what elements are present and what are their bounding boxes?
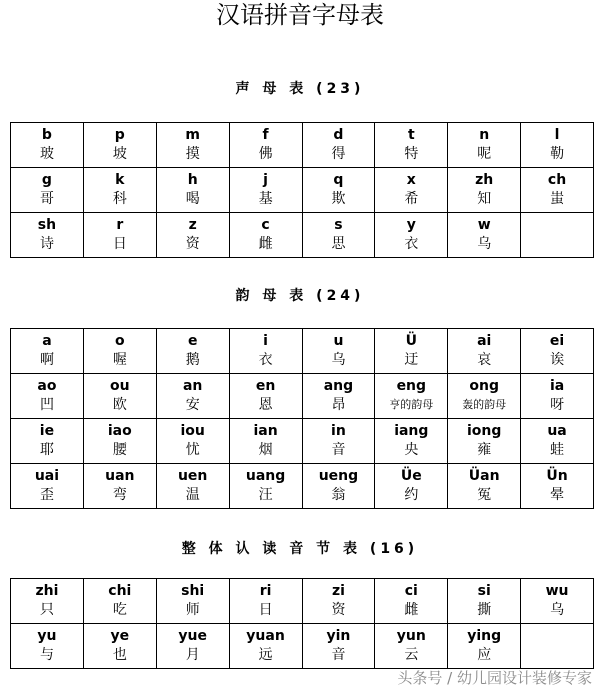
- pinyin-letter: an: [182, 378, 203, 394]
- pinyin-cell: [156, 329, 229, 374]
- pinyin-cell: [521, 624, 594, 669]
- table-row: [11, 624, 594, 669]
- example-character: 特: [404, 146, 419, 162]
- pinyin-letter: n: [479, 127, 490, 143]
- example-character: 汪: [258, 487, 273, 503]
- pinyin-letter: x: [406, 172, 416, 188]
- example-character: 喝: [185, 191, 200, 207]
- pinyin-cell: [83, 213, 156, 258]
- pinyin-letter: en: [255, 378, 276, 394]
- pinyin-letter: chi: [108, 583, 132, 599]
- pinyin-letter: e: [187, 333, 198, 349]
- example-character: 烟: [258, 442, 273, 458]
- pinyin-letter: d: [333, 127, 344, 143]
- example-character: 资: [331, 602, 346, 618]
- pinyin-cell: [229, 374, 302, 419]
- example-character: 也: [112, 647, 127, 663]
- example-character: 蛙: [550, 442, 565, 458]
- pinyin-cell: [448, 168, 521, 213]
- pinyin-letter: ri: [259, 583, 272, 599]
- example-character: 诗: [39, 236, 54, 252]
- example-character: 亨的韵母: [389, 398, 434, 411]
- pinyin-letter: yu: [37, 628, 57, 644]
- pinyin-letter: g: [41, 172, 52, 188]
- pinyin-cell: [302, 213, 375, 258]
- pinyin-cell: [156, 168, 229, 213]
- example-character: 蚩: [550, 191, 565, 207]
- example-character: 晕: [550, 487, 565, 503]
- example-character: 忧: [185, 442, 200, 458]
- pinyin-cell: [83, 329, 156, 374]
- example-character: 温: [185, 487, 200, 503]
- example-character: 鹅: [185, 352, 200, 368]
- pinyin-cell: [521, 329, 594, 374]
- pinyin-letter: ci: [404, 583, 418, 599]
- example-character: 呢: [477, 146, 492, 162]
- pinyin-cell: [302, 168, 375, 213]
- pinyin-cell: [229, 624, 302, 669]
- pinyin-cell: [11, 419, 84, 464]
- pinyin-cell: [521, 419, 594, 464]
- pinyin-letter: j: [263, 172, 268, 188]
- pinyin-letter: yin: [326, 628, 351, 644]
- example-character: 希: [404, 191, 419, 207]
- pinyin-letter: Üe: [400, 468, 422, 484]
- pinyin-letter: y: [406, 217, 416, 233]
- pinyin-cell: [229, 419, 302, 464]
- finals-heading: 韵 母 表 (24): [235, 288, 365, 304]
- pinyin-letter: uai: [34, 468, 60, 484]
- pinyin-cell: [11, 464, 84, 509]
- pinyin-letter: iong: [466, 423, 502, 439]
- pinyin-letter: sh: [37, 217, 57, 233]
- example-character: 衣: [258, 352, 273, 368]
- example-character: 衣: [404, 236, 419, 252]
- pinyin-letter: b: [41, 127, 52, 143]
- example-character: 欧: [112, 397, 127, 413]
- pinyin-letter: uen: [177, 468, 208, 484]
- pinyin-cell: [521, 123, 594, 168]
- pinyin-letter: a: [42, 333, 52, 349]
- pinyin-letter: u: [333, 333, 344, 349]
- example-character: 凹: [39, 397, 54, 413]
- example-character: 摸: [185, 146, 200, 162]
- pinyin-cell: [229, 213, 302, 258]
- example-character: 恩: [258, 397, 273, 413]
- example-character: 迂: [404, 352, 419, 368]
- example-character: 冤: [477, 487, 492, 503]
- pinyin-letter: uang: [245, 468, 286, 484]
- pinyin-cell: [375, 579, 448, 624]
- pinyin-cell: [83, 624, 156, 669]
- table-row: [11, 374, 594, 419]
- example-character: 佛: [258, 146, 273, 162]
- table-row: [11, 123, 594, 168]
- initials-table: [10, 122, 594, 258]
- pinyin-letter: w: [477, 217, 491, 233]
- pinyin-letter: p: [114, 127, 125, 143]
- pinyin-letter: yuan: [246, 628, 285, 644]
- table-row: [11, 579, 594, 624]
- example-character: 玻: [39, 146, 54, 162]
- pinyin-letter: ian: [253, 423, 278, 439]
- pinyin-letter: ie: [39, 423, 55, 439]
- pinyin-cell: [156, 123, 229, 168]
- example-character: 云: [404, 647, 419, 663]
- example-character: 昂: [331, 397, 346, 413]
- pinyin-cell: [229, 464, 302, 509]
- pinyin-cell: [11, 329, 84, 374]
- pinyin-cell: [83, 374, 156, 419]
- pinyin-cell: [11, 374, 84, 419]
- example-character: 资: [185, 236, 200, 252]
- pinyin-letter: o: [115, 333, 125, 349]
- table-row: [11, 464, 594, 509]
- pinyin-letter: ai: [477, 333, 492, 349]
- pinyin-cell: [156, 464, 229, 509]
- pinyin-cell: [11, 123, 84, 168]
- pinyin-cell: [521, 374, 594, 419]
- pinyin-letter: Ü: [405, 333, 417, 349]
- pinyin-cell: [448, 374, 521, 419]
- pinyin-cell: [156, 624, 229, 669]
- example-character: 应: [477, 647, 492, 663]
- watermark: 头条号 / 幼儿园设计装修专家: [397, 669, 592, 687]
- page-title: 汉语拼音字母表: [216, 1, 384, 29]
- pinyin-letter: s: [334, 217, 343, 233]
- example-character: 轰的韵母: [462, 398, 507, 411]
- pinyin-letter: zi: [331, 583, 345, 599]
- finals-table: [10, 328, 594, 509]
- table-row: [11, 213, 594, 258]
- example-character: 诶: [550, 352, 565, 368]
- example-character: 师: [185, 602, 200, 618]
- example-character: 雌: [404, 602, 419, 618]
- example-character: 歪: [39, 487, 54, 503]
- pinyin-cell: [83, 168, 156, 213]
- example-character: 呀: [550, 397, 565, 413]
- pinyin-letter: ueng: [318, 468, 359, 484]
- pinyin-letter: k: [115, 172, 125, 188]
- pinyin-letter: q: [333, 172, 344, 188]
- example-character: 远: [258, 647, 273, 663]
- pinyin-letter: wu: [545, 583, 569, 599]
- pinyin-cell: [83, 419, 156, 464]
- pinyin-letter: ei: [549, 333, 565, 349]
- pinyin-cell: [448, 464, 521, 509]
- pinyin-letter: yue: [178, 628, 207, 644]
- example-character: 与: [39, 647, 54, 663]
- pinyin-letter: m: [185, 127, 200, 143]
- example-character: 日: [112, 236, 127, 252]
- example-character: 央: [404, 442, 419, 458]
- pinyin-cell: [448, 624, 521, 669]
- pinyin-cell: [83, 123, 156, 168]
- whole-syllables-heading: 整 体 认 读 音 节 表 (16): [181, 541, 419, 557]
- pinyin-letter: i: [263, 333, 268, 349]
- pinyin-letter: Ün: [546, 468, 568, 484]
- example-character: 约: [404, 487, 419, 503]
- table-row: [11, 329, 594, 374]
- example-character: 得: [331, 146, 346, 162]
- pinyin-cell: [521, 168, 594, 213]
- pinyin-letter: ao: [37, 378, 57, 394]
- pinyin-cell: [302, 624, 375, 669]
- example-character: 乌: [331, 352, 346, 368]
- pinyin-cell: [375, 374, 448, 419]
- pinyin-cell: [375, 464, 448, 509]
- pinyin-letter: zhi: [35, 583, 59, 599]
- pinyin-cell: [448, 213, 521, 258]
- table-row: [11, 419, 594, 464]
- pinyin-cell: [229, 579, 302, 624]
- pinyin-letter: iao: [107, 423, 132, 439]
- pinyin-cell: [229, 168, 302, 213]
- pinyin-cell: [302, 123, 375, 168]
- pinyin-cell: [302, 464, 375, 509]
- pinyin-letter: h: [187, 172, 198, 188]
- example-character: 音: [331, 442, 346, 458]
- pinyin-letter: zh: [475, 172, 494, 188]
- example-character: 啊: [39, 352, 54, 368]
- pinyin-cell: [448, 123, 521, 168]
- pinyin-cell: [302, 374, 375, 419]
- pinyin-letter: uan: [105, 468, 135, 484]
- example-character: 翁: [331, 487, 346, 503]
- whole-syllables-table: [10, 578, 594, 669]
- pinyin-cell: [375, 329, 448, 374]
- example-character: 基: [258, 191, 273, 207]
- pinyin-cell: [11, 579, 84, 624]
- pinyin-letter: ua: [547, 423, 567, 439]
- pinyin-cell: [156, 419, 229, 464]
- example-character: 哀: [477, 352, 492, 368]
- pinyin-cell: [375, 168, 448, 213]
- pinyin-cell: [302, 419, 375, 464]
- pinyin-cell: [375, 213, 448, 258]
- pinyin-letter: in: [331, 423, 346, 439]
- pinyin-letter: iang: [394, 423, 429, 439]
- pinyin-cell: [83, 579, 156, 624]
- example-character: 欺: [331, 191, 346, 207]
- pinyin-letter: ye: [110, 628, 130, 644]
- pinyin-cell: [448, 579, 521, 624]
- example-character: 音: [331, 647, 346, 663]
- example-character: 知: [477, 191, 492, 207]
- pinyin-letter: ch: [547, 172, 567, 188]
- pinyin-cell: [521, 464, 594, 509]
- pinyin-letter: ong: [469, 378, 499, 394]
- example-character: 安: [185, 397, 200, 413]
- example-character: 哥: [39, 191, 54, 207]
- initials-heading: 声 母 表 (23): [235, 81, 365, 97]
- pinyin-letter: si: [477, 583, 491, 599]
- pinyin-cell: [302, 579, 375, 624]
- example-character: 科: [112, 191, 127, 207]
- pinyin-letter: c: [261, 217, 270, 233]
- pinyin-cell: [521, 579, 594, 624]
- pinyin-cell: [229, 329, 302, 374]
- pinyin-cell: [156, 374, 229, 419]
- pinyin-cell: [375, 624, 448, 669]
- pinyin-letter: f: [262, 127, 269, 143]
- pinyin-letter: t: [407, 127, 415, 143]
- pinyin-letter: iou: [180, 423, 205, 439]
- pinyin-cell: [375, 123, 448, 168]
- example-character: 思: [331, 236, 346, 252]
- example-character: 乌: [550, 602, 565, 618]
- table-row: [11, 168, 594, 213]
- pinyin-cell: [83, 464, 156, 509]
- example-character: 日: [258, 602, 273, 618]
- pinyin-letter: shi: [181, 583, 205, 599]
- pinyin-letter: r: [116, 217, 124, 233]
- pinyin-letter: ou: [110, 378, 130, 394]
- example-character: 月: [185, 647, 200, 663]
- pinyin-cell: [375, 419, 448, 464]
- pinyin-cell: [448, 329, 521, 374]
- pinyin-letter: l: [554, 127, 560, 143]
- pinyin-cell: [229, 123, 302, 168]
- example-character: 弯: [112, 487, 127, 503]
- pinyin-letter: Üan: [468, 468, 500, 484]
- pinyin-letter: ia: [549, 378, 565, 394]
- pinyin-cell: [448, 419, 521, 464]
- pinyin-cell: [11, 624, 84, 669]
- example-character: 吃: [112, 602, 127, 618]
- pinyin-cell: [156, 213, 229, 258]
- example-character: 乌: [477, 236, 492, 252]
- example-character: 只: [39, 602, 54, 618]
- example-character: 雍: [477, 442, 492, 458]
- pinyin-letter: z: [188, 217, 197, 233]
- pinyin-letter: ying: [467, 628, 502, 644]
- example-character: 撕: [477, 602, 492, 618]
- example-character: 腰: [112, 442, 127, 458]
- pinyin-cell: [302, 329, 375, 374]
- pinyin-letter: ang: [323, 378, 354, 394]
- example-character: 喔: [112, 352, 127, 368]
- pinyin-cell: [11, 213, 84, 258]
- pinyin-cell: [156, 579, 229, 624]
- pinyin-cell: [521, 213, 594, 258]
- example-character: 勒: [550, 146, 565, 162]
- pinyin-letter: yun: [396, 628, 426, 644]
- example-character: 耶: [39, 442, 54, 458]
- example-character: 雌: [258, 236, 273, 252]
- example-character: 坡: [112, 146, 127, 162]
- pinyin-letter: eng: [396, 378, 427, 394]
- pinyin-cell: [11, 168, 84, 213]
